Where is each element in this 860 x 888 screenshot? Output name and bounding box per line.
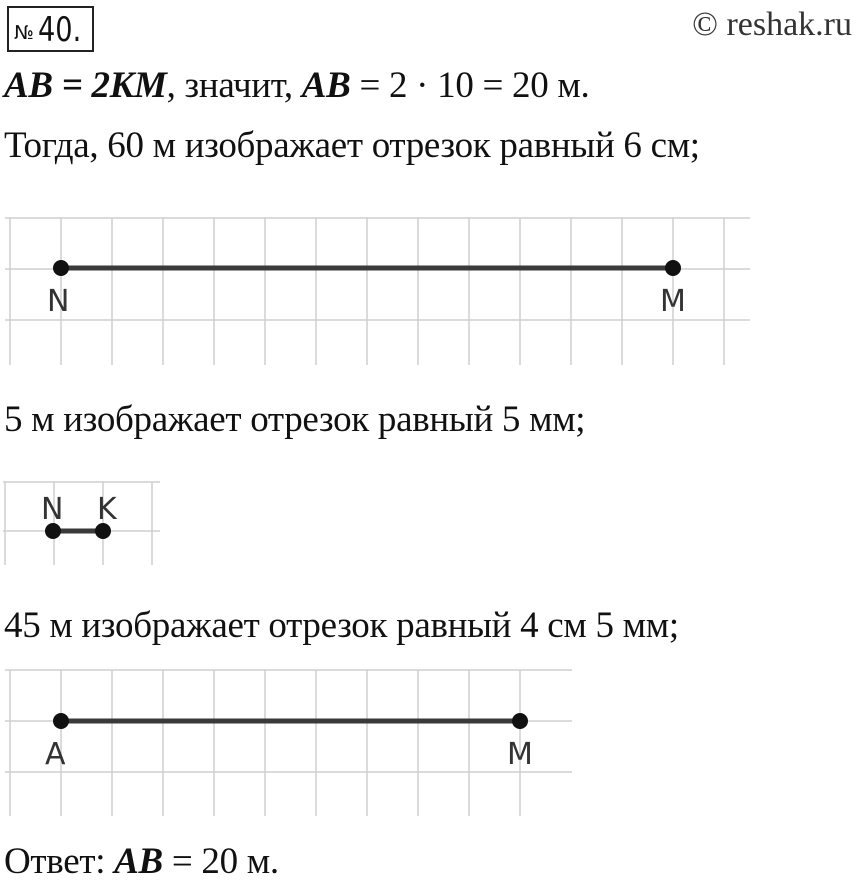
grid-svg-nm [0, 210, 760, 370]
label-m: M [507, 737, 533, 772]
grid-lines [5, 218, 750, 365]
label-m: M [660, 284, 686, 319]
grid-lines [5, 670, 572, 816]
equation-ab: AB [301, 65, 351, 106]
answer-equation: AB [114, 841, 163, 882]
label-n: N [47, 284, 70, 319]
solution-line-2: Тогда, 60 м изображает отрезок равный 6 см; [4, 125, 700, 166]
point-a [53, 713, 69, 729]
point-m [665, 260, 681, 276]
solution-line-3: 5 м изображает отрезок равный 5 мм; [4, 399, 586, 440]
point-m [512, 713, 528, 729]
answer-result: = 20 м. [162, 841, 279, 882]
problem-number: 40. [37, 10, 82, 50]
label-n: N [41, 492, 64, 527]
watermark: © reshak.ru [692, 6, 852, 43]
grid-svg-am [0, 666, 580, 826]
label-a: A [45, 737, 66, 772]
segment-figure-nk [0, 470, 170, 570]
grid-lines [3, 482, 160, 565]
answer-line [4, 840, 279, 883]
segment-figure-am [0, 666, 580, 826]
problem-number-badge [7, 6, 94, 52]
solution-line-4: 45 м изображает отрезок равный 4 см 5 мм; [4, 605, 679, 646]
segment-figure-nm [0, 210, 760, 370]
line1-result: = 2 · 10 = 20 м. [350, 65, 590, 106]
equation-ab-2km: AB = 2KM [4, 65, 167, 106]
answer-prefix: Ответ: [4, 841, 115, 882]
solution-line-1 [4, 64, 589, 107]
grid-svg-nk [0, 470, 170, 570]
line1-connector: , значит, [166, 65, 302, 106]
point-n [53, 260, 69, 276]
label-k: K [97, 492, 117, 527]
number-sign: № [14, 22, 34, 44]
